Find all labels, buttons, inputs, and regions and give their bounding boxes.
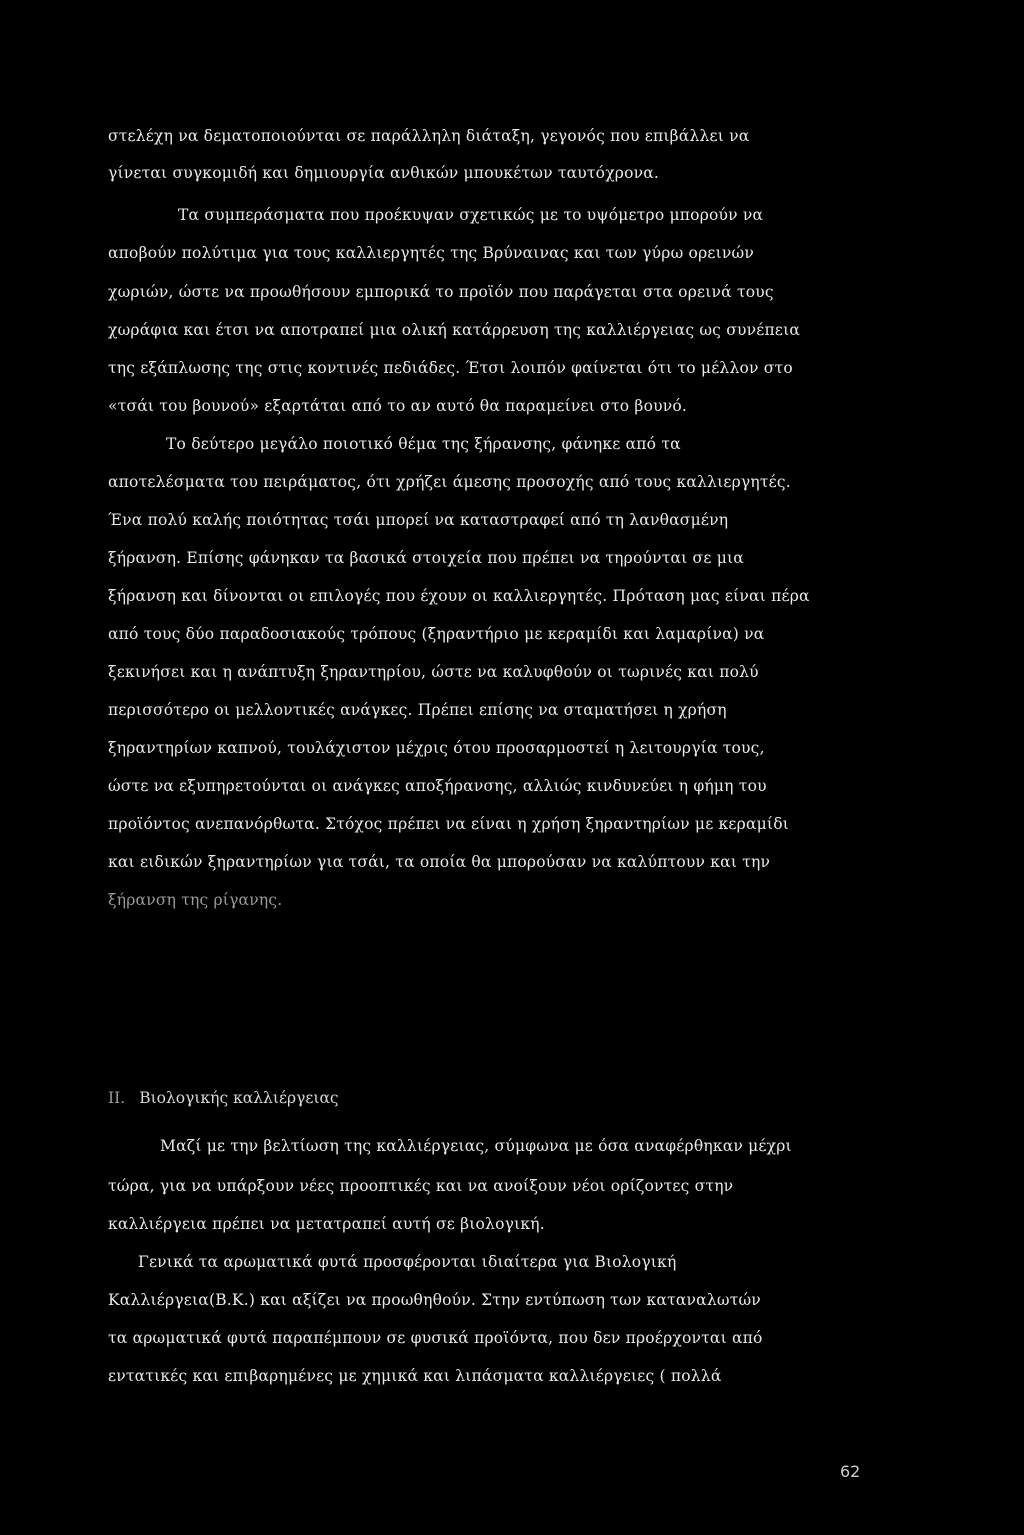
section-title: Βιολογικής καλλιέργειας	[139, 1089, 339, 1107]
text-line: τα αρωματικά φυτά παραπέμπουν σε φυσικά προϊόντα, που δεν προέρχονται από	[108, 1329, 763, 1347]
text-line: εντατικές και επιβαρημένες με χημικά και λιπάσματα καλλιέργειες ( πολλά	[108, 1367, 722, 1385]
text-line: χωράφια και έτσι να αποτραπεί μια ολική κατάρρευση της καλλιέργειας ως συνέπεια	[108, 321, 801, 339]
text-line: αποβούν πολύτιμα για τους καλλιεργητές της Βρύναινας και των γύρω ορεινών	[108, 244, 754, 262]
section-number: II.	[108, 1089, 126, 1107]
text-line: Μαζί με την βελτίωση της καλλιέργειας, σύμφωνα με όσα αναφέρθηκαν μέχρι	[160, 1137, 792, 1155]
text-line: ξήρανση και δίνονται οι επιλογές που έχουν οι καλλιεργητές. Πρόταση μας είναι πέρα	[108, 587, 810, 605]
page-number: 62	[840, 1462, 861, 1481]
text-line: «τσάι του βουνού» εξαρτάται από το αν αυτό θα παραμείνει στο βουνό.	[108, 397, 687, 415]
text-line: ξήρανση. Επίσης φάνηκαν τα βασικά στοιχεία που πρέπει να τηρούνται σε μια	[108, 549, 744, 567]
text-line: ξεκινήσει και η ανάπτυξη ξηραντηρίου, ώστε να καλυφθούν οι τωρινές και πολύ	[108, 663, 759, 681]
text-line: Ένα πολύ καλής ποιότητας τσάι μπορεί να καταστραφεί από τη λανθασμένη	[108, 511, 729, 529]
text-line: ώστε να εξυπηρετούνται οι ανάγκες αποξήρανσης, αλλιώς κινδυνεύει η φήμη του	[108, 777, 767, 795]
text-line: Γενικά τα αρωματικά φυτά προσφέρονται ιδιαίτερα για Βιολογική	[138, 1253, 677, 1271]
text-line: Καλλιέργεια(Β.Κ.) και αξίζει να προωθηθούν. Στην εντύπωση των καταναλωτών	[108, 1291, 761, 1309]
text-line: περισσότερο οι μελλοντικές ανάγκες. Πρέπει επίσης να σταματήσει η χρήση	[108, 701, 727, 719]
text-line: και ειδικών ξηραντηρίων για τσάι, τα οποία θα μπορούσαν να καλύπτουν και την	[108, 853, 771, 871]
text-line: καλλιέργεια πρέπει να μετατραπεί αυτή σε βιολογική.	[108, 1215, 545, 1233]
text-line: αποτελέσματα του πειράματος, ότι χρήζει άμεσης προσοχής από τους καλλιεργητές.	[108, 473, 791, 491]
text-line: της εξάπλωσης της στις κοντινές πεδιάδες. Έτσι λοιπόν φαίνεται ότι το μέλλον στο	[108, 359, 793, 377]
text-line: προϊόντος ανεπανόρθωτα. Στόχος πρέπει να είναι η χρήση ξηραντηρίων με κεραμίδι	[108, 815, 790, 833]
text-line: γίνεται συγκομιδή και δημιουργία ανθικών μπουκέτων ταυτόχρονα.	[108, 164, 660, 182]
text-line: ξήρανση της ρίγανης.	[108, 891, 283, 909]
text-line: από τους δύο παραδοσιακούς τρόπους (ξηραντήριο με κεραμίδι και λαμαρίνα) να	[108, 625, 765, 643]
text-line: Το δεύτερο μεγάλο ποιοτικό θέμα της ξήρανσης, φάνηκε από τα	[166, 435, 681, 453]
text-line: Τα συμπεράσματα που προέκυψαν σχετικώς με το υψόμετρο μπορούν να	[178, 206, 764, 224]
text-line: ξηραντηρίων καπνού, τουλάχιστον μέχρις ότου προσαρμοστεί η λειτουργία τους,	[108, 739, 765, 757]
text-line: τώρα, για να υπάρξουν νέες προοπτικές και να ανοίξουν νέοι ορίζοντες στην	[108, 1177, 734, 1195]
section-heading	[108, 1088, 339, 1108]
text-line: στελέχη να δεματοποιούνται σε παράλληλη διάταξη, γεγονός που επιβάλλει να	[108, 127, 750, 145]
text-line: χωριών, ώστε να προωθήσουν εμπορικά το προϊόν που παράγεται στα ορεινά τους	[108, 283, 774, 301]
